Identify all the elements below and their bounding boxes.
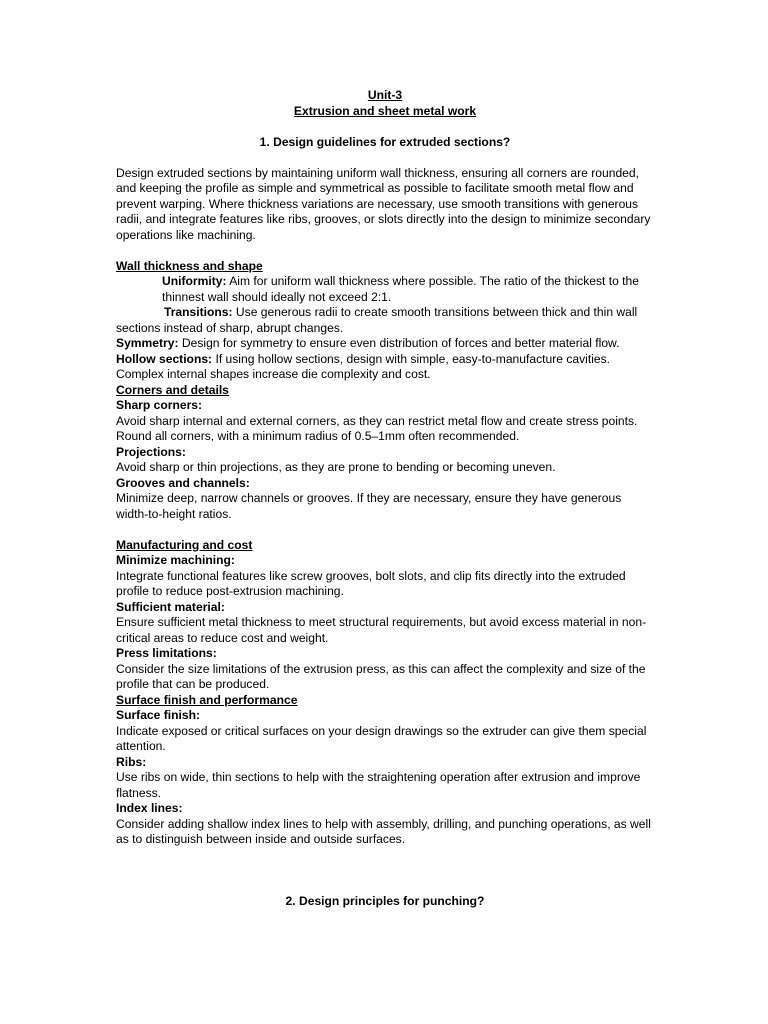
transitions-paragraph <box>116 305 654 336</box>
hollow-sections-label: Hollow sections: <box>116 351 213 366</box>
section-heading-surface-finish: Surface finish and performance <box>116 692 298 707</box>
press-limitations-label: Press limitations: <box>116 646 217 660</box>
question-2-title: 2. Design principles for punching? <box>285 894 485 908</box>
sharp-corners-text: Avoid sharp internal and external corners, as they can restrict metal flow and create stress points. Round all corners, with a minimum radius of 0.5–1mm often recommended. <box>116 413 638 443</box>
question-1-title: 1. Design guidelines for extruded sections? <box>259 134 511 149</box>
transitions-label: Transitions: <box>164 305 233 319</box>
symmetry-paragraph <box>116 336 654 352</box>
grooves-text: Minimize deep, narrow channels or grooves. If they are necessary, ensure they have generous width-to-height ratios. <box>116 491 622 521</box>
index-lines-text: Consider adding shallow index lines to help with assembly, drilling, and punching operations, as well as to distinguish between inside and outside surfaces. <box>116 816 651 846</box>
document-page <box>116 88 654 910</box>
projections-label: Projections: <box>116 444 186 459</box>
uniformity-text: Aim for uniform wall thickness where possible. The ratio of the thickest to the thinnest wall should ideally not exceed 2:1. <box>162 274 639 304</box>
sufficient-material-label: Sufficient material: <box>116 599 225 614</box>
hollow-sections-text: If using hollow sections, design with simple, easy-to-manufacture cavities. Complex internal shapes increase die complexity and cost. <box>116 351 611 381</box>
index-lines-label: Index lines: <box>116 801 183 815</box>
uniformity-label: Uniformity: <box>162 274 227 288</box>
section-heading-corners: Corners and details <box>116 382 229 397</box>
symmetry-text: Design for symmetry to ensure even distribution of forces and better material flow. <box>178 336 620 350</box>
ribs-label: Ribs: <box>116 754 147 769</box>
projections-text: Avoid sharp or thin projections, as they are prone to bending or becoming uneven. <box>116 460 556 474</box>
symmetry-label: Symmetry: <box>116 336 179 350</box>
hollow-sections-paragraph <box>116 352 654 383</box>
section-heading-wall-thickness: Wall thickness and shape <box>116 258 263 273</box>
surface-finish-text: Indicate exposed or critical surfaces on your design drawings so the extruder can give them special attention. <box>116 723 647 753</box>
minimize-machining-label: Minimize machining: <box>116 553 235 567</box>
surface-finish-label: Surface finish: <box>116 708 201 722</box>
unit-title: Unit-3 <box>367 88 403 102</box>
grooves-label: Grooves and channels: <box>116 475 250 490</box>
press-limitations-text: Consider the size limitations of the extrusion press, as this can affect the complexity and size of the profile that can be produced. <box>116 661 646 691</box>
section-heading-manufacturing: Manufacturing and cost <box>116 537 253 552</box>
transitions-text: Use generous radii to create smooth transitions between thick and thin wall sections instead of sharp, abrupt changes. <box>116 305 638 335</box>
ribs-text: Use ribs on wide, thin sections to help with the straightening operation after extrusion and improve flatness. <box>116 770 641 800</box>
sufficient-material-text: Ensure sufficient metal thickness to meet structural requirements, but avoid excess material in non-critical areas to reduce cost and weight. <box>116 615 647 645</box>
intro-paragraph: Design extruded sections by maintaining uniform wall thickness, ensuring all corners are rounded, and keeping the profile as simple and symmetrical as possible to facilitate smooth metal flow and prevent warping. Where thickness variations are necessary, use smooth transitions with generous radii, and integrate features like ribs, grooves, or slots directly into the design to minimize secondary operations like machining. <box>116 165 651 242</box>
subject-title: Extrusion and sheet metal work <box>293 103 477 118</box>
sharp-corners-label: Sharp corners: <box>116 398 203 412</box>
minimize-machining-text: Integrate functional features like screw grooves, bolt slots, and clip fits directly into the extruded profile to reduce post-extrusion machining. <box>116 568 626 598</box>
uniformity-paragraph <box>116 274 654 305</box>
